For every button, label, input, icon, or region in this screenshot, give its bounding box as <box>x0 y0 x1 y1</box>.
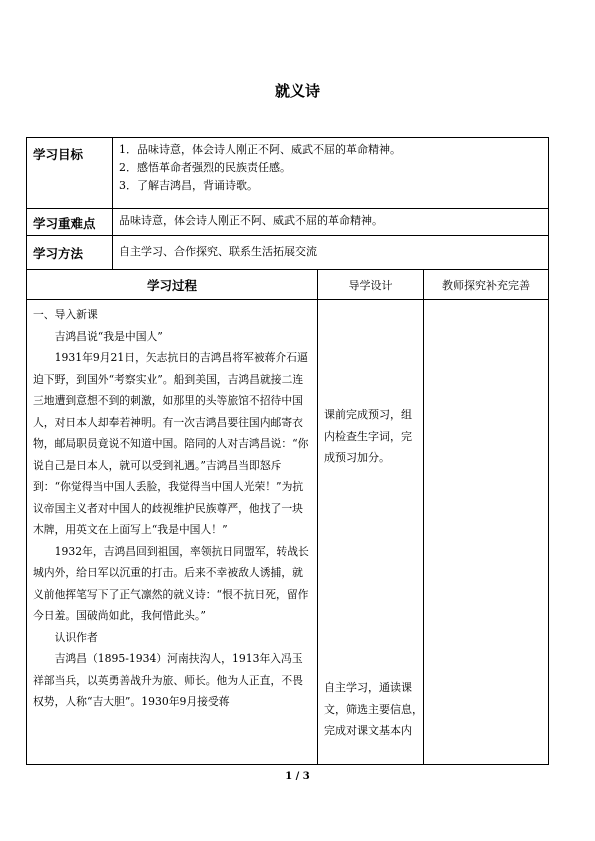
guide-column <box>318 300 424 765</box>
page-title: 就义诗 <box>274 82 320 100</box>
goal-item: 3．了解吉鸿昌，背诵诗歌。 <box>119 179 258 192</box>
process-body-row <box>27 300 549 765</box>
teacher-column <box>424 300 549 765</box>
goals-content <box>113 138 549 209</box>
methods-label: 学习方法 <box>27 236 113 270</box>
author-paragraph: 吉鸿昌（1895-1934）河南扶沟人，1913年入冯玉祥部当兵，以英勇善战升为旅、师长。他为人正直，不畏权势，人称“吉大胆”。1930年9月接受蒋 <box>33 652 303 708</box>
goals-row <box>27 138 549 209</box>
process-header-row <box>27 270 549 300</box>
lesson-plan-table <box>26 137 549 765</box>
guide-note-preview: 课前完成预习，组内检查生字词，完成预习加分。 <box>324 408 412 464</box>
goals-label: 学习目标 <box>27 138 113 209</box>
key-points-row <box>27 209 549 236</box>
guide-note-self-study-text: 自主学习，通读课文，筛选主要信息， <box>324 681 423 716</box>
story-paragraph: 1932年，吉鸿昌回到祖国，率领抗日同盟军，转战长城内外，给日军以沉重的打击。后来不幸被敌人诱捕，就义前他挥笔写下了正气凛然的就义诗：“恨不抗日死，留作今日羞。国破尚如此，我何惜此头。” <box>33 544 309 622</box>
guide-note-self-study <box>324 677 424 742</box>
guide-note-self-study-cont: 完成对课文基本内 <box>324 724 412 737</box>
process-content <box>27 300 318 765</box>
guide-header: 导学设计 <box>318 270 424 300</box>
goal-item: 1．品味诗意，体会诗人刚正不阿、威武不屈的革命精神。 <box>119 143 401 156</box>
process-header: 学习过程 <box>27 270 318 300</box>
key-points-label: 学习重难点 <box>27 209 113 236</box>
section-subtitle: 认识作者 <box>54 630 98 644</box>
section-subtitle: 吉鸿昌说“我是中国人” <box>54 329 163 343</box>
methods-content: 自主学习、合作探究、联系生活拓展交流 <box>113 236 549 270</box>
methods-row <box>27 236 549 270</box>
section-heading: 一、导入新课 <box>33 308 98 321</box>
goal-item: 2．感悟革命者强烈的民族责任感。 <box>119 161 291 174</box>
story-paragraph: 1931年9月21日，矢志抗日的吉鸿昌将军被蒋介石逼迫下野，到国外“考察实业”。船到美国，吉鸿昌就接二连三地遭到意想不到的刺激，如那里的头等旅馆不招待中国人，对日本人却奉若神明。有一次吉鸿昌要往国内邮寄衣物，邮局职员竟说不知道中国。陪同的人对吉鸿昌说：“你说自己是日本人，就可以受到礼遇。”吉鸿昌当即怒斥到：“你觉得当中国人丢脸，我觉得当中国人光荣！”为抗议帝国主义者对中国人的歧视维护民族尊严，他找了一块木牌，用英文在上面写上“我是中国人！” <box>33 351 309 536</box>
key-points-content: 品味诗意，体会诗人刚正不阿、威武不屈的革命精神。 <box>113 209 549 236</box>
page-number: 1 / 3 <box>285 771 310 782</box>
teacher-header: 教师探究补充完善 <box>424 270 549 300</box>
